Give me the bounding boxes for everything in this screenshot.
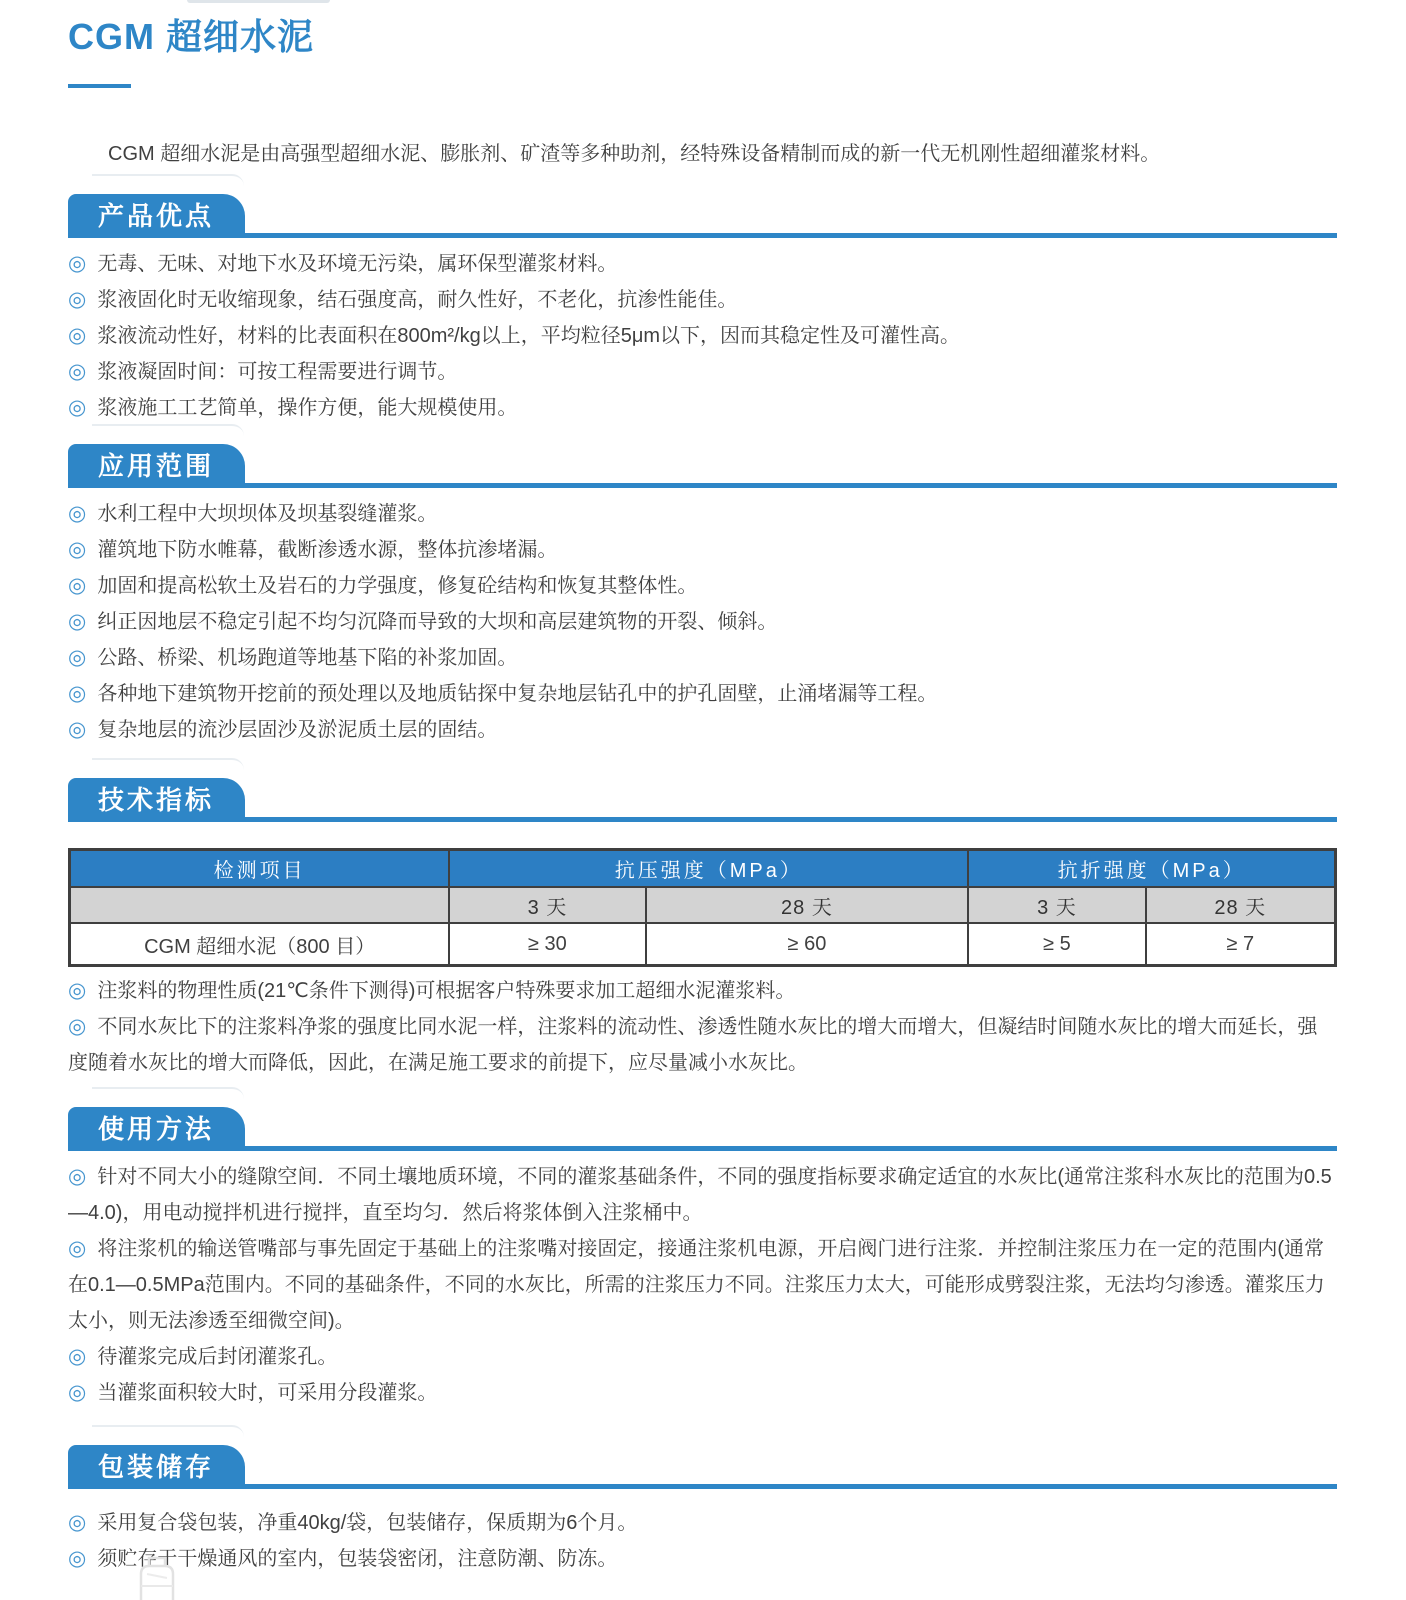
watermark-cement-bag-graphic (125, 1556, 189, 1600)
bullet-item (68, 568, 1337, 604)
bullet-list (68, 1505, 1337, 1577)
bullet-ring-icon: ◎ (68, 252, 87, 275)
bullet-item (68, 390, 1337, 426)
spec-table-product-cell: CGM 超细水泥（800 目） (70, 923, 450, 966)
bullet-item (68, 676, 1337, 712)
tab-shadow-line (92, 424, 244, 436)
bullet-item (68, 712, 1337, 748)
bullet-text: 针对不同大小的缝隙空间．不同土壤地质环境，不同的灌浆基础条件，不同的强度指标要求确定适宜的水灰比(通常注浆科水灰比的范围为0.5—4.0)，用电动搅拌机进行搅拌，直至均匀．然后将浆体倒入注浆桶中。 (68, 1166, 1332, 1224)
tab-shadow-line (92, 1087, 244, 1099)
bullet-item (68, 1505, 1337, 1541)
section-tab (68, 444, 245, 488)
bullet-item (68, 604, 1337, 640)
bullet-list (68, 496, 1337, 748)
bullet-text: 无毒、无味、对地下水及环境无污染，属环保型灌浆材料。 (97, 253, 618, 275)
section-applications (68, 444, 1337, 748)
section-rule (68, 1146, 1337, 1151)
bullet-ring-icon: ◎ (68, 396, 87, 419)
bullet-item (68, 532, 1337, 568)
bullet-ring-icon: ◎ (68, 502, 87, 525)
bullet-ring-icon: ◎ (68, 646, 87, 669)
spec-table-header-cell: 抗折强度（MPa） (968, 850, 1335, 888)
bullet-text: 浆液流动性好，材料的比表面积在800m²/kg以上，平均粒径5μm以下，因而其稳定性及可灌性高。 (97, 325, 961, 347)
bullet-text: 当灌浆面积较大时，可采用分段灌浆。 (97, 1382, 438, 1404)
section-tab (68, 778, 245, 822)
section-title: 使用方法 (98, 1113, 215, 1144)
spec-table-value-cell: ≥ 5 (968, 923, 1145, 966)
cropped-header-fragment (187, 0, 330, 3)
bullet-item (68, 1159, 1337, 1231)
spec-table-value-cell: ≥ 60 (646, 923, 969, 966)
section-advantages (68, 194, 1337, 426)
spec-table-subheader-cell: 3 天 (449, 887, 645, 923)
bullet-item (68, 496, 1337, 532)
bullet-item (68, 1231, 1337, 1339)
bullet-ring-icon: ◎ (68, 288, 87, 311)
bullet-ring-icon: ◎ (68, 1345, 87, 1368)
spec-table-subheader-cell (70, 887, 450, 923)
bullet-text: 不同水灰比下的注浆料净浆的强度比同水泥一样，注浆料的流动性、渗透性随水灰比的增大而增大，但凝结时间随水灰比的增大而延长，强度随着水灰比的增大而降低，因此，在满足施工要求的前提下，应尽量减小水灰比。 (68, 1016, 1318, 1074)
spec-table (68, 848, 1337, 967)
bullet-text: 灌筑地下防水帷幕，截断渗透水源，整体抗渗堵漏。 (97, 539, 558, 561)
spec-table-header-row (70, 850, 1336, 888)
section-header (68, 1445, 1337, 1489)
bullet-ring-icon: ◎ (68, 682, 87, 705)
bullet-text: 待灌浆完成后封闭灌浆孔。 (97, 1346, 338, 1368)
section-title: 包装储存 (98, 1451, 215, 1482)
bullet-text: 浆液固化时无收缩现象，结石强度高，耐久性好，不老化，抗渗性能佳。 (97, 289, 738, 311)
page-title: CGM 超细水泥 (68, 16, 314, 57)
bullet-ring-icon: ◎ (68, 1381, 87, 1404)
spec-table-subheader-cell: 3 天 (968, 887, 1145, 923)
bullet-list (68, 1159, 1337, 1411)
bullet-item (68, 354, 1337, 390)
bullet-item (68, 318, 1337, 354)
section-header (68, 194, 1337, 238)
spec-table-value-cell: ≥ 7 (1146, 923, 1336, 966)
section-tab (68, 1107, 245, 1151)
bullet-text: 采用复合袋包装，净重40kg/袋，包装储存，保质期为6个月。 (97, 1512, 638, 1534)
bullet-ring-icon: ◎ (68, 574, 87, 597)
bullet-ring-icon: ◎ (68, 1237, 87, 1260)
bullet-ring-icon: ◎ (68, 538, 87, 561)
spec-table-subheader-cell: 28 天 (646, 887, 969, 923)
section-tab (68, 1445, 245, 1489)
bullet-list (68, 246, 1337, 426)
bullet-text: 浆液施工工艺简单，操作方便，能大规模使用。 (97, 397, 518, 419)
tab-shadow-line (92, 174, 244, 186)
bullet-item (68, 1375, 1337, 1411)
section-header (68, 778, 1337, 822)
bullet-item (68, 282, 1337, 318)
tab-shadow-line (92, 758, 244, 770)
bullet-item (68, 640, 1337, 676)
bullet-ring-icon: ◎ (68, 610, 87, 633)
section-rule (68, 1484, 1337, 1489)
section-usage (68, 1107, 1337, 1411)
bullet-ring-icon: ◎ (68, 718, 87, 741)
bullet-ring-icon: ◎ (68, 979, 87, 1002)
section-header (68, 1107, 1337, 1151)
spec-table-subheader-cell: 28 天 (1146, 887, 1336, 923)
tab-shadow-line (92, 1425, 244, 1437)
bullet-text: 纠正因地层不稳定引起不均匀沉降而导致的大坝和高层建筑物的开裂、倾斜。 (97, 611, 778, 633)
title-underline (68, 84, 131, 88)
intro-paragraph: CGM 超细水泥是由高强型超细水泥、膨胀剂、矿渣等多种助剂，经特殊设备精制而成的新一代无机刚性超细灌浆材料。 (108, 143, 1161, 165)
bullet-text: 加固和提高松软土及岩石的力学强度，修复砼结构和恢复其整体性。 (97, 575, 698, 597)
bullet-ring-icon: ◎ (68, 1511, 87, 1534)
bullet-item (68, 973, 1337, 1009)
bullet-text: 各种地下建筑物开挖前的预处理以及地质钻探中复杂地层钻孔中的护孔固壁，止涌堵漏等工程。 (97, 683, 938, 705)
spec-table-data-row (70, 923, 1336, 966)
bullet-text: 公路、桥梁、机场跑道等地基下陷的补浆加固。 (97, 647, 518, 669)
section-header (68, 444, 1337, 488)
bullet-text: 水利工程中大坝坝体及坝基裂缝灌浆。 (97, 503, 438, 525)
spec-table-subheader-row (70, 887, 1336, 923)
section-title: 产品优点 (98, 200, 215, 231)
spec-table-header-cell: 抗压强度（MPa） (449, 850, 968, 888)
bullet-ring-icon: ◎ (68, 1165, 87, 1188)
section-title: 技术指标 (98, 784, 215, 815)
bullet-item (68, 1339, 1337, 1375)
section-packaging (68, 1445, 1337, 1577)
bullet-item (68, 1009, 1337, 1081)
section-rule (68, 233, 1337, 238)
spec-notes (68, 973, 1337, 1081)
bullet-text: 复杂地层的流沙层固沙及淤泥质土层的固结。 (97, 719, 498, 741)
section-tab (68, 194, 245, 238)
section-specs (68, 778, 1337, 1081)
section-rule (68, 817, 1337, 822)
bullet-ring-icon: ◎ (68, 360, 87, 383)
section-title: 应用范围 (98, 450, 215, 481)
spec-table-value-cell: ≥ 30 (449, 923, 645, 966)
section-rule (68, 483, 1337, 488)
bullet-ring-icon: ◎ (68, 324, 87, 347)
bullet-item (68, 246, 1337, 282)
bullet-ring-icon: ◎ (68, 1015, 87, 1038)
spec-table-header-cell: 检测项目 (70, 850, 450, 888)
bullet-ring-icon: ◎ (68, 1547, 87, 1570)
bullet-item (68, 1541, 1337, 1577)
bullet-text: 注浆料的物理性质(21℃条件下测得)可根据客户特殊要求加工超细水泥灌浆料。 (97, 980, 796, 1002)
bullet-text: 须贮存于干燥通风的室内，包装袋密闭，注意防潮、防冻。 (97, 1548, 618, 1570)
bullet-text: 将注浆机的输送管嘴部与事先固定于基础上的注浆嘴对接固定，接通注浆机电源，开启阀门进行注浆．并控制注浆压力在一定的范围内(通常在0.1—0.5MPa范围内。不同的基础条件，不同的水灰比，所需的注浆压力不同。注浆压力太大，可能形成劈裂注浆，无法均匀渗透。灌浆压力太小，则无法渗透至细微空间)。 (68, 1238, 1325, 1332)
bullet-text: 浆液凝固时间：可按工程需要进行调节。 (97, 361, 458, 383)
